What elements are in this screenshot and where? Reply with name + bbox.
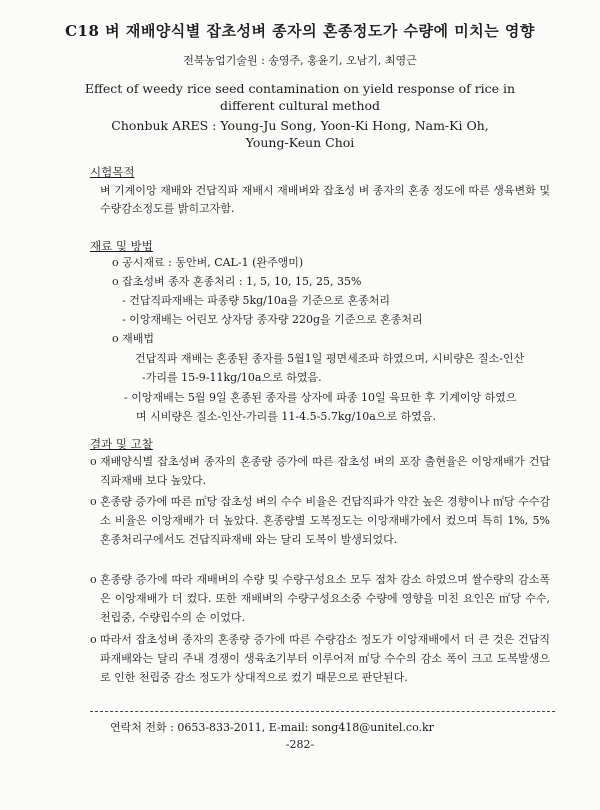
method-item: - 이앙재배는 5월 9일 혼종된 종자를 상자에 파종 10일 육묘한 후 기계이앙 하였으 xyxy=(124,391,517,404)
english-title-line-2: different cultural method xyxy=(219,98,381,113)
method-item: 며 시비량은 질소-인산-가리를 11-4.5-5.7kg/10a으로 하였음. xyxy=(136,410,436,423)
paper-title: C18 벼 재배양식별 잡초성벼 종자의 혼종정도가 수량에 미치는 영향 xyxy=(65,22,535,40)
bullet-marker: o xyxy=(90,495,97,508)
method-item: o 잡초성벼 종자 혼종처리 : 1, 5, 10, 15, 25, 35% xyxy=(112,275,362,288)
result-text: 혼종량 증가에 따른 ㎡당 잡초성 벼의 수수 비율은 건답직파가 약간 높은 경향이나 ㎡당 수수감소 비율은 이앙재배가 더 높았다. 혼종량별 도복정도는 이앙재배가에서 컸으며 특히 1%, 5% 혼종처리구에서도 건답직파재배 와는 달리 도복이 발생되었다. xyxy=(100,495,550,546)
method-item: - 이앙재배는 어린모 상자당 종자량 220g을 기준으로 혼종처리 xyxy=(122,313,423,326)
methods-heading: 재료 및 방법 xyxy=(90,239,153,253)
contact-info: 연락처 전화 : 0653-833-2011, E-mail: song418@unitel.co.kr xyxy=(110,721,434,734)
bullet-marker: o xyxy=(90,573,97,586)
english-authors-line-1: Chonbuk ARES : Young-Ju Song, Yoon-Ki Hong, Nam-Ki Oh, xyxy=(111,118,489,133)
english-authors xyxy=(70,117,530,151)
result-text: 혼종량 증가에 따라 재배벼의 수량 및 수량구성요소 모두 점차 감소 하였으며 쌀수량의 감소폭은 이앙재배가 더 컸다. 또한 재배벼의 수량구성요소중 수량에 영향을 미친 요인은 ㎡당 수수, 천립중, 수량립수의 순 이었다. xyxy=(100,573,550,624)
result-bullet xyxy=(90,492,550,549)
result-text: 재배양식별 잡초성벼 종자의 혼종량 증가에 따른 잡초성 벼의 포장 출현율은 이앙재배가 건답직파재배 보다 높았다. xyxy=(100,455,550,487)
result-bullet xyxy=(90,452,550,490)
method-item: o 공시재료 : 동안벼, CAL-1 (완주앵미) xyxy=(112,256,304,269)
english-title-line-1: Effect of weedy rice seed contamination on yield response of rice in xyxy=(84,81,516,96)
method-item: - 건답직파재배는 파종량 5kg/10a을 기준으로 혼종처리 xyxy=(122,294,391,307)
bullet-marker: o xyxy=(90,455,97,468)
result-text: 따라서 잡초성벼 종자의 혼종량 증가에 따른 수량감소 정도가 이앙재배에서 더 큰 것은 건답직파재배와는 달리 주내 경쟁이 생육초기부터 이루어져 ㎡당 수수의 감소 폭이 크고 도복발생으로 인한 천립중 감소 정도가 상대적으로 컸기 때문으로 판단된다. xyxy=(100,633,550,684)
page-number: -282- xyxy=(285,738,315,751)
english-title xyxy=(70,80,530,114)
result-bullet xyxy=(90,570,550,627)
purpose-text: 벼 기계이앙 재배와 건답직파 재배시 재배벼와 잡초성 벼 종자의 혼종 정도에 따른 생육변화 및 수량감소정도를 밝히고자함. xyxy=(100,184,550,215)
method-item: o 재배법 xyxy=(112,332,154,345)
bullet-marker: o xyxy=(90,633,97,646)
footer-separator xyxy=(90,711,555,712)
result-bullet xyxy=(90,630,550,687)
method-item: -가리를 15-9-11kg/10a으로 하였음. xyxy=(142,371,322,384)
results-heading: 결과 및 고찰 xyxy=(90,437,153,451)
purpose-heading: 시험목적 xyxy=(90,165,135,179)
english-authors-line-2: Young-Keun Choi xyxy=(245,135,355,150)
method-item: 건답직파 재배는 혼종된 종자를 5월1일 평면세조파 하였으며, 시비량은 질소-인산 xyxy=(135,352,525,365)
authors-korean: 전북농업기술원 : 송영주, 홍윤기, 오남기, 최영근 xyxy=(183,54,417,67)
